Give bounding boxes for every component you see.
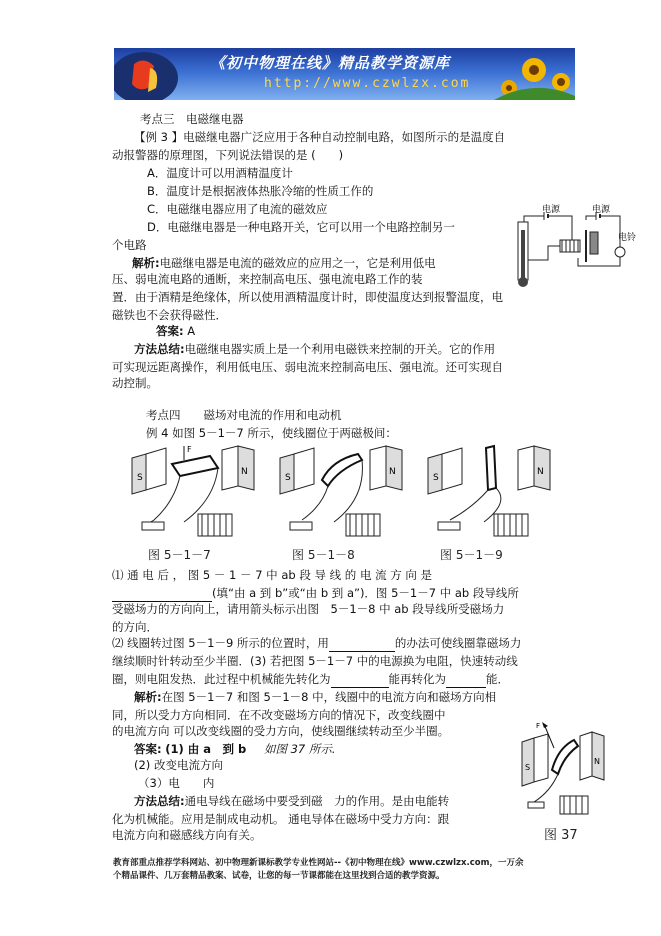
- q1-line4: 的方向．: [112, 620, 158, 634]
- q1-line3: 受磁场力的方向向上，请用箭头标示出图 5－1－8 中 ab 段导线所受磁场力: [112, 602, 505, 616]
- option-d-line1: D．电磁继电器是一种电路开关，它可以用一个电路控制另一: [147, 220, 455, 234]
- option-d-line2: 个电路: [112, 238, 147, 252]
- analysis3-line4: 磁铁也不会获得磁性．: [112, 308, 227, 322]
- svg-text:S: S: [433, 473, 439, 483]
- answer4-3: （3）电 内: [138, 776, 215, 790]
- figure-5-1-7: [132, 445, 254, 536]
- svg-text:S: S: [285, 473, 291, 483]
- power-label-2: 电源: [592, 205, 611, 215]
- footer-line1: 教育部重点推荐学科网站、初中物理新课标教学专业性网站--《初中物理在线》www.czwlzx.com，一万余: [113, 858, 524, 868]
- figure-5-1-8: [280, 446, 402, 536]
- analysis4-line1-wrap: [134, 688, 496, 706]
- q2-line1b: 的办法可使线圈靠磁场力: [394, 636, 522, 650]
- method3-line2: 可实现远距离操作，利用低电压、弱电流来控制高电压、强电流。还可实现自: [112, 360, 503, 374]
- section3-heading: 考点三 电磁继电器: [140, 112, 244, 126]
- q1-line2: (填“由 a 到 b”或“由 b 到 a”)．图 5－1－7 中 ab 段导线所: [212, 586, 519, 600]
- answer3-value: A: [187, 324, 196, 338]
- example4-line: 例 4 如图 5－1－7 所示，使线圈位于两磁极间：: [146, 426, 397, 440]
- analysis3-label: 解析:: [132, 256, 160, 270]
- method4-line1-wrap: [134, 792, 449, 810]
- q2-line3b: 能再转化为: [388, 672, 446, 686]
- method3-line3: 动控制。: [112, 376, 158, 390]
- method3-line1: 电磁继电器实质上是一个利用电磁铁来控制的开关。它的作用: [184, 342, 496, 356]
- svg-text:F: F: [536, 722, 541, 730]
- analysis3-line2: 压、弱电流电路的通断，来控制高电压、强电流电路工作的装: [112, 272, 423, 286]
- method4-line1: 通电导线在磁场中要受到磁 力的作用。是由电能转: [184, 794, 450, 808]
- header-banner: [114, 48, 575, 100]
- answer3-label: 答案:: [156, 324, 184, 338]
- footer: [113, 857, 613, 883]
- q2-blank-1: [329, 637, 395, 652]
- fig-caption-5-1-8: 图 5－1－8: [292, 548, 355, 562]
- example3-line2: 动报警器的原理图，下列说法错误的是 ( ): [112, 148, 344, 162]
- q2-line3c: 能．: [486, 672, 509, 686]
- option-b: B．温度计是根据液体热胀冷缩的性质工作的: [147, 184, 374, 198]
- analysis4-line2: 同，所以受力方向相同．在不改变磁场方向的情况下，改变线圈中: [112, 708, 446, 722]
- option-c: C．电磁继电器应用了电流的磁效应: [147, 202, 328, 216]
- fig-caption-5-1-9: 图 5－1－9: [440, 548, 503, 562]
- footer-line2: 个精品课件、几万套精品教案、试卷，让您的每一节课都能在这里找到合适的教学资源。: [113, 871, 445, 881]
- svg-text:N: N: [594, 757, 600, 766]
- svg-text:N: N: [241, 467, 248, 477]
- svg-text:N: N: [537, 467, 544, 477]
- fig-caption-5-1-7: 图 5－1－7: [148, 548, 211, 562]
- power-label-1: 电源: [542, 205, 561, 215]
- example3-line1: 【例 3 】电磁继电器广泛应用于各种自动控制电路，如图所示的是温度自: [134, 130, 506, 144]
- q2-line2: 继续顺时针转动至少半圈．(3) 若把图 5－1－7 中的电源换为电阻，快速转动线: [112, 654, 518, 668]
- option-a: A．温度计可以用酒精温度计: [147, 166, 293, 180]
- q1-line1-text: ⑴ 通 电 后 ， 图 5 － 1 － 7 中 ab 段 导 线 的 电 流 方 向 是: [112, 568, 433, 582]
- q2-blank-3: [446, 673, 486, 688]
- answer4-label: 答案:: [134, 742, 162, 756]
- analysis3-line1: 电磁继电器是电流的磁效应的应用之一，它是利用低电: [159, 256, 436, 270]
- bell-label: 电铃: [618, 233, 636, 243]
- banner-url: http://www.czwlzx.com: [264, 76, 471, 91]
- analysis4-line3: 的电流方向 可以改变线圈的受力方向，使线圈继续转动至少半圈。: [112, 724, 450, 738]
- method4-label: 方法总结:: [134, 794, 185, 808]
- figure-37: [514, 718, 606, 822]
- method4-line2: 化为机械能。应用是制成电动机。 通电导体在磁场中受力方向：跟: [112, 812, 450, 826]
- answer4-1a: (1) 由 a 到 b: [165, 742, 247, 756]
- q1-line1: [112, 566, 572, 584]
- q2-blank-2: [331, 673, 389, 688]
- method3-line1-wrap: [134, 340, 495, 358]
- analysis4-line1: 在图 5－1－7 和图 5－1－8 中，线圈中的电流方向和磁场方向相: [161, 690, 497, 704]
- relay-circuit-diagram: [508, 200, 636, 290]
- svg-text:F: F: [187, 445, 192, 454]
- svg-text:S: S: [525, 763, 531, 772]
- figure-5-1-9: [428, 446, 550, 536]
- banner-title: 《初中物理在线》精品教学资源库: [210, 54, 451, 72]
- svg-text:S: S: [137, 473, 143, 483]
- section4-heading: 考点四 磁场对电流的作用和电动机: [146, 408, 342, 422]
- q2-line1a: ⑵ 线圈转过图 5－1－9 所示的位置时，用: [112, 636, 329, 650]
- svg-text:N: N: [389, 467, 396, 477]
- answer3: [156, 322, 195, 340]
- answer4-1b: 如图 37 所示.: [263, 742, 336, 756]
- analysis4-label: 解析:: [134, 690, 162, 704]
- fig37-caption: 图 37: [544, 828, 578, 843]
- q2-line1: [112, 634, 521, 652]
- q2-line3: [112, 670, 509, 688]
- method3-label: 方法总结:: [134, 342, 185, 356]
- answer4-2: (2) 改变电流方向: [134, 758, 223, 772]
- analysis3-line3: 置．由于酒精是绝缘体，所以使用酒精温度计时，即使温度达到报警温度，电: [112, 290, 503, 304]
- q2-line3a: 圈，则电阻发热．此过程中机械能先转化为: [112, 672, 331, 686]
- method4-line3: 电流方向和磁感线方向有关。: [112, 828, 262, 842]
